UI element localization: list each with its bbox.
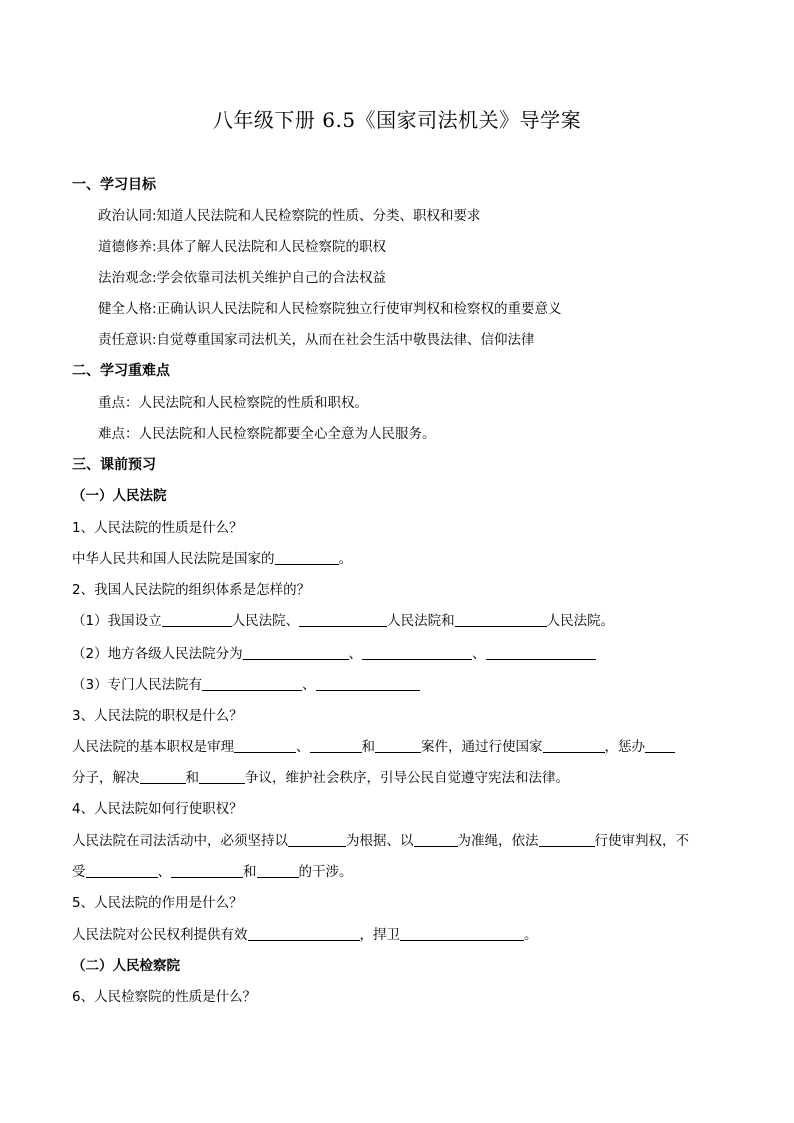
objective-item: 责任意识:自觉尊重国家司法机关，从而在社会生活中敬畏法律、信仰法律 xyxy=(98,332,535,348)
subsection-heading-court: （一）人民法院 xyxy=(72,488,167,504)
fill-blank[interactable] xyxy=(171,863,243,878)
fill-blank[interactable] xyxy=(316,676,420,691)
answer-3-1: 人民法院的基本职权是审理 、 和 案件，通过行使国家 ，惩办 xyxy=(72,737,675,757)
section-heading-key-points: 二、学习重难点 xyxy=(72,363,170,379)
fill-blank[interactable] xyxy=(539,832,595,847)
answer-2-1: （1）我国设立 人民法院、 人民法院和 人民法院。 xyxy=(72,613,615,629)
objective-item: 健全人格:正确认识人民法院和人民检察院独立行使审判权和检察权的重要意义 xyxy=(98,301,562,317)
question-4: 4、人民法院如何行使职权？ xyxy=(72,801,243,817)
fill-blank[interactable] xyxy=(275,550,339,565)
fill-blank[interactable] xyxy=(162,612,232,627)
objective-item: 道德修养:具体了解人民法院和人民检察院的职权 xyxy=(98,239,387,255)
fill-blank[interactable] xyxy=(243,645,349,660)
answer-5: 人民法院对公民权利提供有效 ，捍卫 。 xyxy=(72,927,538,943)
section-heading-preview: 三、课前预习 xyxy=(72,457,156,473)
question-1: 1、人民法院的性质是什么？ xyxy=(72,520,243,536)
fill-blank[interactable] xyxy=(455,612,547,627)
answer-4-1: 人民法院在司法活动中，必须坚持以 为根据、以 为准绳，依法 行使审判权，不 xyxy=(72,833,689,849)
answer-2-2: （2）地方各级人民法院分为 、 、 xyxy=(72,644,596,664)
difficult-point: 难点：人民法院和人民检察院都要全心全意为人民服务。 xyxy=(98,426,436,442)
question-2: 2、我国人民法院的组织体系是怎样的？ xyxy=(72,582,311,598)
fill-blank[interactable] xyxy=(202,676,302,691)
fill-blank[interactable] xyxy=(400,926,524,941)
fill-blank[interactable] xyxy=(362,645,472,660)
section-heading-objectives: 一、学习目标 xyxy=(72,177,156,193)
document-title: 八年级下册 6.5《国家司法机关》导学案 xyxy=(212,108,582,132)
answer-1: 中华人民共和国人民法院是国家的 。 xyxy=(72,551,352,567)
fill-blank[interactable] xyxy=(645,738,675,753)
fill-blank[interactable] xyxy=(375,738,421,753)
fill-blank[interactable] xyxy=(299,612,387,627)
fill-blank[interactable] xyxy=(543,738,605,753)
fill-blank[interactable] xyxy=(140,769,186,784)
fill-blank[interactable] xyxy=(248,926,360,941)
answer-4-2: 受 、 和 的干涉。 xyxy=(72,864,353,880)
answer-2-3: （3）专门人民法院有 、 xyxy=(72,675,420,695)
fill-blank[interactable] xyxy=(310,738,362,753)
fill-blank[interactable] xyxy=(86,863,158,878)
fill-blank[interactable] xyxy=(234,738,296,753)
fill-blank[interactable] xyxy=(486,645,596,660)
question-6: 6、人民检察院的性质是什么？ xyxy=(72,989,257,1005)
objective-item: 政治认同:知道人民法院和人民检察院的性质、分类、职权和要求 xyxy=(98,208,481,224)
fill-blank[interactable] xyxy=(288,832,346,847)
answer-3-2: 分子，解决 和 争议，维护社会秩序，引导公民自觉遵守宪法和法律。 xyxy=(72,770,569,786)
key-point: 重点：人民法院和人民检察院的性质和职权。 xyxy=(98,395,368,411)
question-3: 3、人民法院的职权是什么？ xyxy=(72,708,243,724)
fill-blank[interactable] xyxy=(414,832,458,847)
subsection-heading-procuratorate: （二）人民检察院 xyxy=(72,958,180,974)
objective-item: 法治观念:学会依靠司法机关维护自己的合法权益 xyxy=(98,270,387,286)
fill-blank[interactable] xyxy=(257,863,299,878)
fill-blank[interactable] xyxy=(199,769,245,784)
question-5: 5、人民法院的作用是什么？ xyxy=(72,895,243,911)
